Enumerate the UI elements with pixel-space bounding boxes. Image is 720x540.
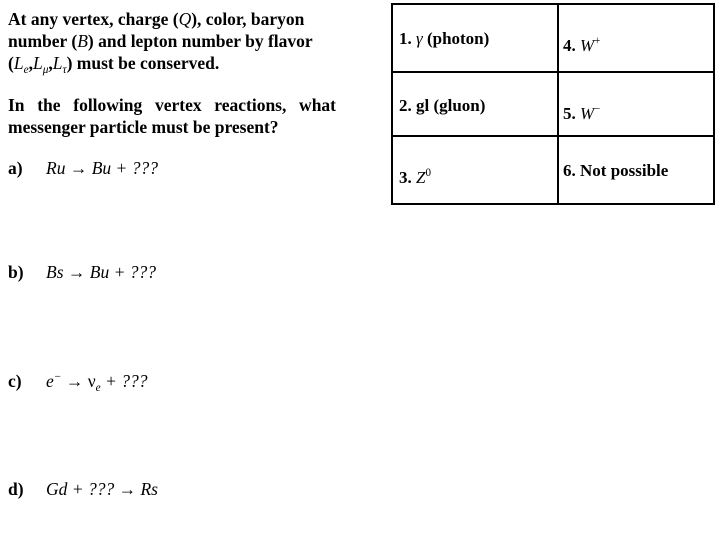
reaction-equation: Gd + ??? → Rs [46, 479, 158, 499]
reaction-label: a) [8, 158, 23, 178]
electron-lepton-number: $L_e$ [13, 53, 29, 76]
baryon-symbol: B [77, 31, 88, 51]
intro-line-3: $(L_e,L_\mu,L_\tau)$ must be conserved. [8, 53, 220, 76]
column-divider [557, 5, 559, 203]
question-prompt: In the following vertex reactions, what messenger particle must be present? [8, 95, 336, 137]
reaction-equation: Bs → Bu + ??? [46, 262, 156, 282]
option-w-plus: 4. W+ [563, 35, 601, 55]
charge-symbol: Q [178, 9, 192, 29]
option-w-minus: 5. W− [563, 103, 601, 123]
reaction-equation: Ru → Bu + ??? [46, 158, 158, 178]
reaction-equation: $e^- \to \nu_e$ + ??? [46, 371, 148, 394]
tau-lepton-number: $L_\tau$ [52, 53, 67, 76]
reaction-label: b) [8, 262, 24, 282]
row-divider [393, 135, 713, 137]
option-not-possible: 6. Not possible [563, 161, 669, 180]
muon-lepton-number: $L_\mu$ [32, 53, 49, 76]
row-divider [393, 71, 713, 73]
option-z-zero: 3. $Z^0$ [399, 167, 431, 187]
conservation-statement [8, 8, 348, 81]
intro-line-2: number (B) and lepton number by flavor [8, 31, 313, 51]
reaction-label: c) [8, 371, 22, 391]
option-photon: 1. γ (photon) [399, 29, 490, 48]
intro-line-1: At any vertex, charge (Q), color, baryon [8, 9, 305, 29]
option-gluon: 2. gl (gluon) [399, 96, 486, 115]
reaction-label: d) [8, 479, 24, 499]
messenger-options-table [391, 3, 715, 205]
